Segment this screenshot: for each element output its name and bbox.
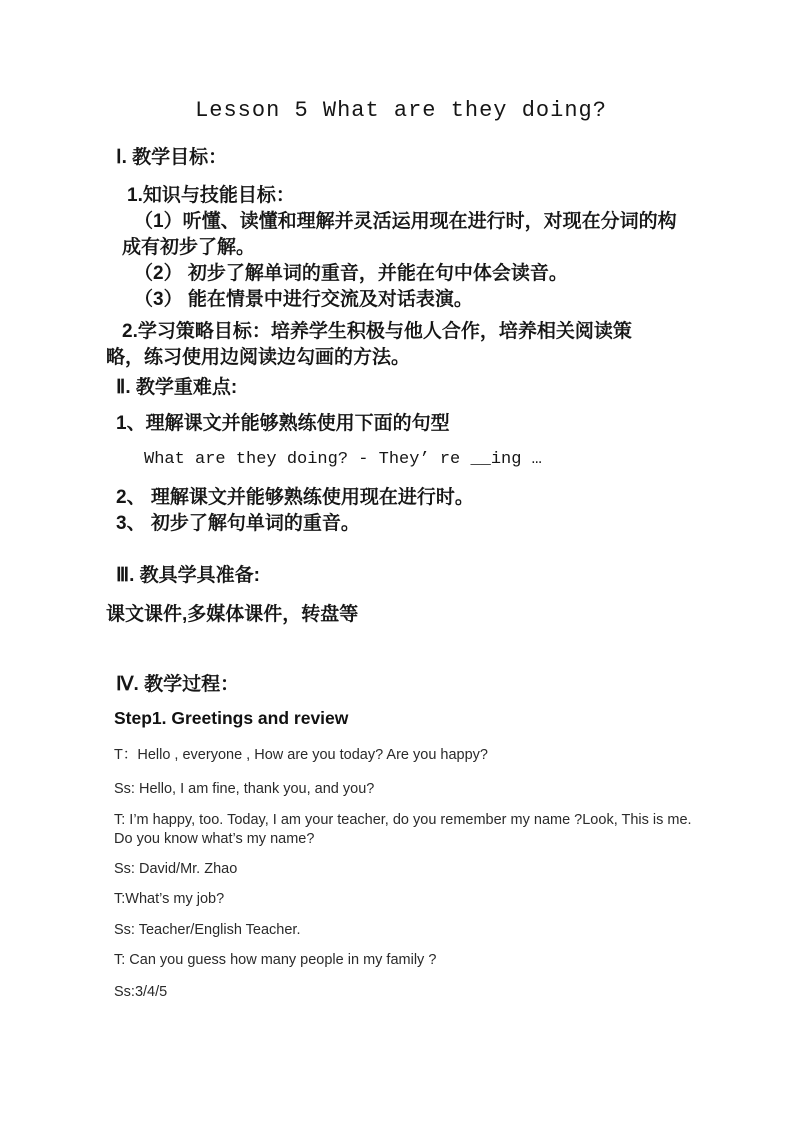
dialogue-line-students-greeting: Ss: Hello, I am fine, thank you, and you?: [114, 781, 375, 797]
section-heading-keypoints: Ⅱ. 教学重难点:: [116, 377, 238, 398]
objective-item-2: （2） 初步了解单词的重音，并能在句中体会读音。: [134, 263, 568, 284]
dialogue-line-teacher-job: T:What’s my job?: [114, 891, 225, 907]
keypoint-item-3: 3、 初步了解句单词的重音。: [116, 513, 360, 534]
section-heading-materials: Ⅲ. 教具学具准备:: [116, 565, 260, 586]
section-heading-process: Ⅳ. 教学过程：: [116, 674, 240, 695]
step1-heading: Step1. Greetings and review: [114, 708, 349, 728]
dialogue-line-students-name: Ss: David/Mr. Zhao: [114, 861, 238, 877]
objectives-skill-heading: 1.知识与技能目标：: [127, 185, 295, 206]
doc-title: Lesson 5 What are they doing?: [195, 98, 607, 123]
keypoint-item-1: 1、理解课文并能够熟练使用下面的句型: [116, 413, 450, 434]
objective-item-3: （3） 能在情景中进行交流及对话表演。: [134, 289, 473, 310]
pattern-sentence: What are they doing? - They’ re __ing …: [144, 450, 542, 469]
materials-line: 课文课件,多媒体课件，转盘等: [106, 604, 359, 625]
dialogue-line-teacher-greeting: T：Hello , everyone , How are you today? Are you happy?: [114, 747, 488, 763]
dialogue-line-teacher-intro: T: I’m happy, too. Today, I am your teacher, do you remember my name ?Look, This is me. Do you know what’s my name?: [114, 812, 692, 847]
section-heading-objectives: Ⅰ. 教学目标：: [116, 147, 228, 168]
dialogue-line-students-family: Ss:3/4/5: [114, 984, 168, 1000]
objective-item-1: （1）听懂、读懂和理解并灵活运用现在进行时，对现在分词的构成有初步了解。: [122, 211, 677, 258]
dialogue-line-teacher-family: T: Can you guess how many people in my family ?: [114, 952, 437, 968]
dialogue-line-students-job: Ss: Teacher/English Teacher.: [114, 922, 301, 938]
keypoint-item-2: 2、 理解课文并能够熟练使用现在进行时。: [116, 487, 474, 508]
strategy-paragraph: 2.学习策略目标：培养学生积极与他人合作，培养相关阅读策略，练习使用边阅读边勾画的方法。: [106, 321, 632, 368]
